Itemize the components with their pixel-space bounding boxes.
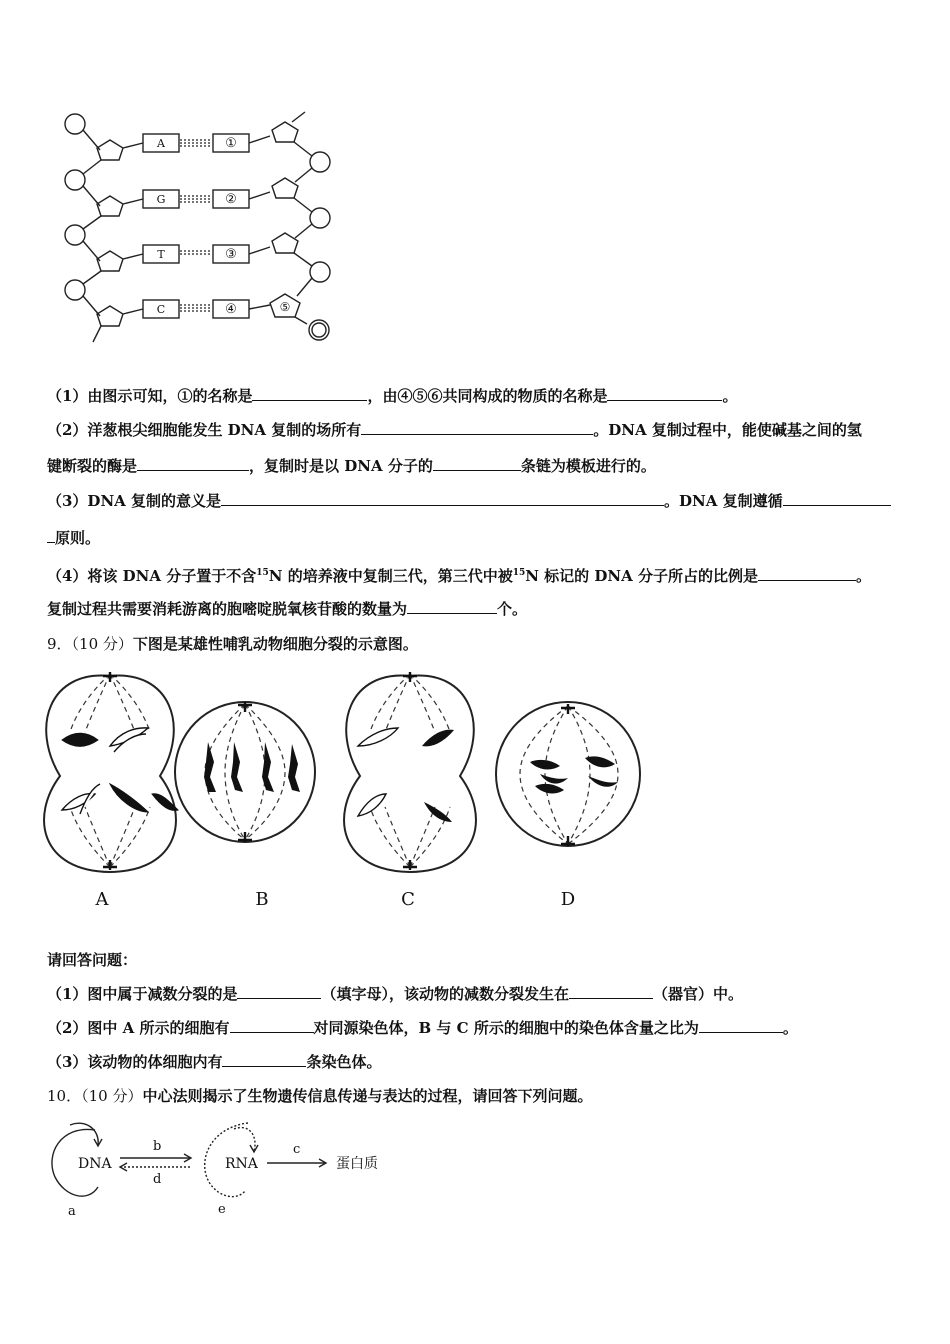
- q8-part3: （3）DNA 复制的意义是 。DNA 复制遵循: [47, 491, 891, 511]
- q9-part1: （1）图中属于减数分裂的是 （填字母），该动物的减数分裂发生在 （器官）中。: [47, 985, 743, 1003]
- base-label: ①: [225, 136, 237, 151]
- answer-blank[interactable]: [237, 984, 321, 999]
- dogma-dna: DNA: [78, 1156, 112, 1172]
- q10-title: 10．（10 分）中心法则揭示了生物遗传信息传递与表达的过程，请回答下列问题。: [47, 1087, 593, 1105]
- answer-blank[interactable]: [758, 566, 856, 581]
- q8-part3-cont: 原则。: [47, 528, 100, 548]
- q9-part3: （3）该动物的体细胞内有 条染色体。: [47, 1053, 382, 1071]
- dogma-a: a: [68, 1204, 76, 1219]
- deoxyribose-pentagon: [272, 233, 298, 253]
- dogma-e: e: [218, 1202, 226, 1217]
- base-label: G: [156, 193, 166, 206]
- q8-part1: （1）由图示可知，①的名称是 ，由④⑤⑥共同构成的物质的名称是 。: [47, 387, 738, 405]
- phosphate-circle: [310, 152, 330, 172]
- cell-label-c: C: [401, 889, 415, 910]
- answer-blank[interactable]: [607, 386, 722, 401]
- answer-blank[interactable]: [252, 386, 367, 401]
- central-dogma-diagram: [40, 1115, 400, 1220]
- q8-part4-cont: 复制过程共需要消耗游离的胞嘧啶脱氧核苷酸的数量为 个。: [47, 600, 528, 618]
- q8-part2: （2）洋葱根尖细胞能发生 DNA 复制的场所有 。DNA 复制过程中，能使碱基之间的氢: [47, 421, 862, 439]
- dna-structure-figure: [55, 100, 355, 350]
- answer-blank[interactable]: [361, 420, 593, 435]
- answer-blank[interactable]: [137, 456, 249, 471]
- base-label: ③: [225, 247, 237, 262]
- base-label: ②: [225, 192, 237, 207]
- base-label: ④: [225, 302, 237, 317]
- dogma-rna: RNA: [225, 1156, 258, 1172]
- deoxyribose-pentagon: [97, 251, 123, 271]
- cell-division-figure: [40, 662, 660, 917]
- deoxyribose-pentagon: [97, 306, 123, 326]
- answer-blank[interactable]: [222, 1052, 306, 1067]
- phosphate-circle: [65, 170, 85, 190]
- cell-label-a: A: [95, 889, 109, 910]
- phosphate-circle: [310, 262, 330, 282]
- base-label: C: [156, 303, 166, 316]
- cell-label-d: D: [560, 889, 576, 910]
- cell-label-b: B: [255, 889, 269, 910]
- dogma-c: c: [293, 1142, 301, 1157]
- dogma-d: d: [153, 1172, 162, 1187]
- label-5: ⑤: [279, 300, 291, 314]
- base-label: T: [157, 248, 165, 261]
- q9-part2: （2）图中 A 所示的细胞有 对同源染色体，B 与 C 所示的细胞中的染色体含量之比为 。: [47, 1019, 798, 1037]
- deoxyribose-pentagon: [97, 140, 123, 160]
- answer-blank[interactable]: [699, 1018, 783, 1033]
- deoxyribose-pentagon: [272, 122, 298, 142]
- phosphate-circle: [310, 208, 330, 228]
- q8-part2-cont: 键断裂的酶是 ，复制时是以 DNA 分子的 条链为模板进行的。: [47, 457, 656, 475]
- answer-blank[interactable]: [47, 528, 55, 543]
- dogma-protein: 蛋白质: [336, 1156, 378, 1172]
- answer-blank[interactable]: [433, 456, 521, 471]
- phosphate-circle: [65, 280, 85, 300]
- deoxyribose-pentagon: [97, 196, 123, 216]
- q9-prompt: 请回答问题：: [47, 951, 138, 969]
- answer-blank[interactable]: [407, 599, 497, 614]
- answer-blank[interactable]: [221, 491, 664, 506]
- answer-blank[interactable]: [783, 491, 891, 506]
- q8-part4: （4）将该 DNA 分子置于不含$^{15}$N 的培养液中复制三代，第三代中被$^{15}$N 标记的 DNA 分子所占的比例是 。: [47, 567, 872, 585]
- base-label: A: [157, 137, 165, 150]
- answer-blank[interactable]: [230, 1018, 314, 1033]
- deoxyribose-pentagon: [272, 178, 298, 198]
- phosphate-circle: [65, 225, 85, 245]
- phosphate-circle: [65, 114, 85, 134]
- answer-blank[interactable]: [569, 984, 653, 999]
- q9-title: 9．（10 分）下图是某雄性哺乳动物细胞分裂的示意图。: [47, 635, 418, 653]
- dogma-b: b: [153, 1139, 162, 1154]
